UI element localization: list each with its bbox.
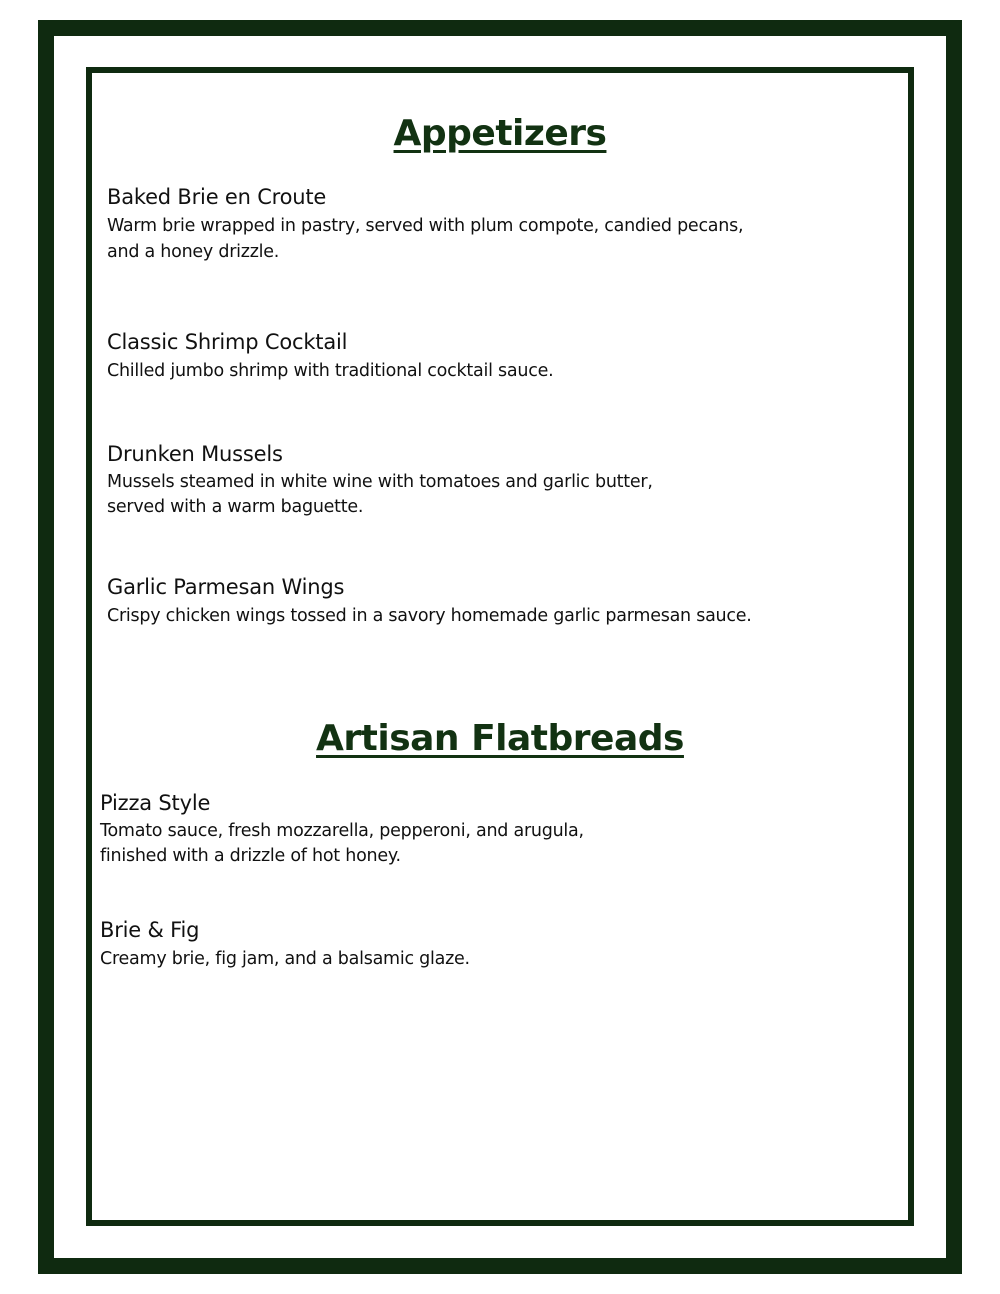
description-line: finished with a drizzle of hot honey.	[100, 846, 401, 866]
menu-item-name: Classic Shrimp Cocktail	[107, 330, 348, 354]
menu-item-pizza-style	[100, 789, 584, 869]
description-line: and a honey drizzle.	[107, 242, 280, 262]
menu-item-name: Baked Brie en Croute	[107, 185, 327, 209]
menu-item-description	[107, 358, 553, 384]
menu-item-description	[107, 213, 743, 265]
description-line: Crispy chicken wings tossed in a savory homemade garlic parmesan sauce.	[107, 606, 752, 626]
description-line: served with a warm baguette.	[107, 497, 364, 517]
menu-item-garlic-wings	[107, 573, 752, 629]
description-line: Warm brie wrapped in pastry, served with plum compote, candied pecans,	[107, 216, 744, 236]
description-line: Mussels steamed in white wine with tomatoes and garlic butter,	[107, 472, 653, 492]
menu-item-name: Garlic Parmesan Wings	[107, 575, 345, 599]
menu-item-description	[100, 946, 470, 972]
menu-item-name: Brie & Fig	[100, 918, 200, 942]
menu-item-drunken-mussels	[107, 440, 653, 520]
section-title-artisan-flatbreads: Artisan Flatbreads	[316, 718, 684, 759]
menu-item-brie-fig	[100, 916, 470, 972]
menu-item-description	[100, 819, 584, 869]
menu-item-name: Drunken Mussels	[107, 442, 283, 466]
description-line: Creamy brie, fig jam, and a balsamic glaze.	[100, 949, 470, 969]
menu-item-baked-brie	[107, 183, 743, 265]
menu-item-shrimp-cocktail	[107, 328, 553, 384]
section-title-appetizers: Appetizers	[393, 113, 607, 154]
menu-item-description	[107, 603, 752, 629]
menu-item-description	[107, 470, 653, 520]
description-line: Chilled jumbo shrimp with traditional cocktail sauce.	[107, 361, 554, 381]
description-line: Tomato sauce, fresh mozzarella, pepperoni, and arugula,	[100, 821, 584, 841]
menu-item-name: Pizza Style	[100, 791, 211, 815]
